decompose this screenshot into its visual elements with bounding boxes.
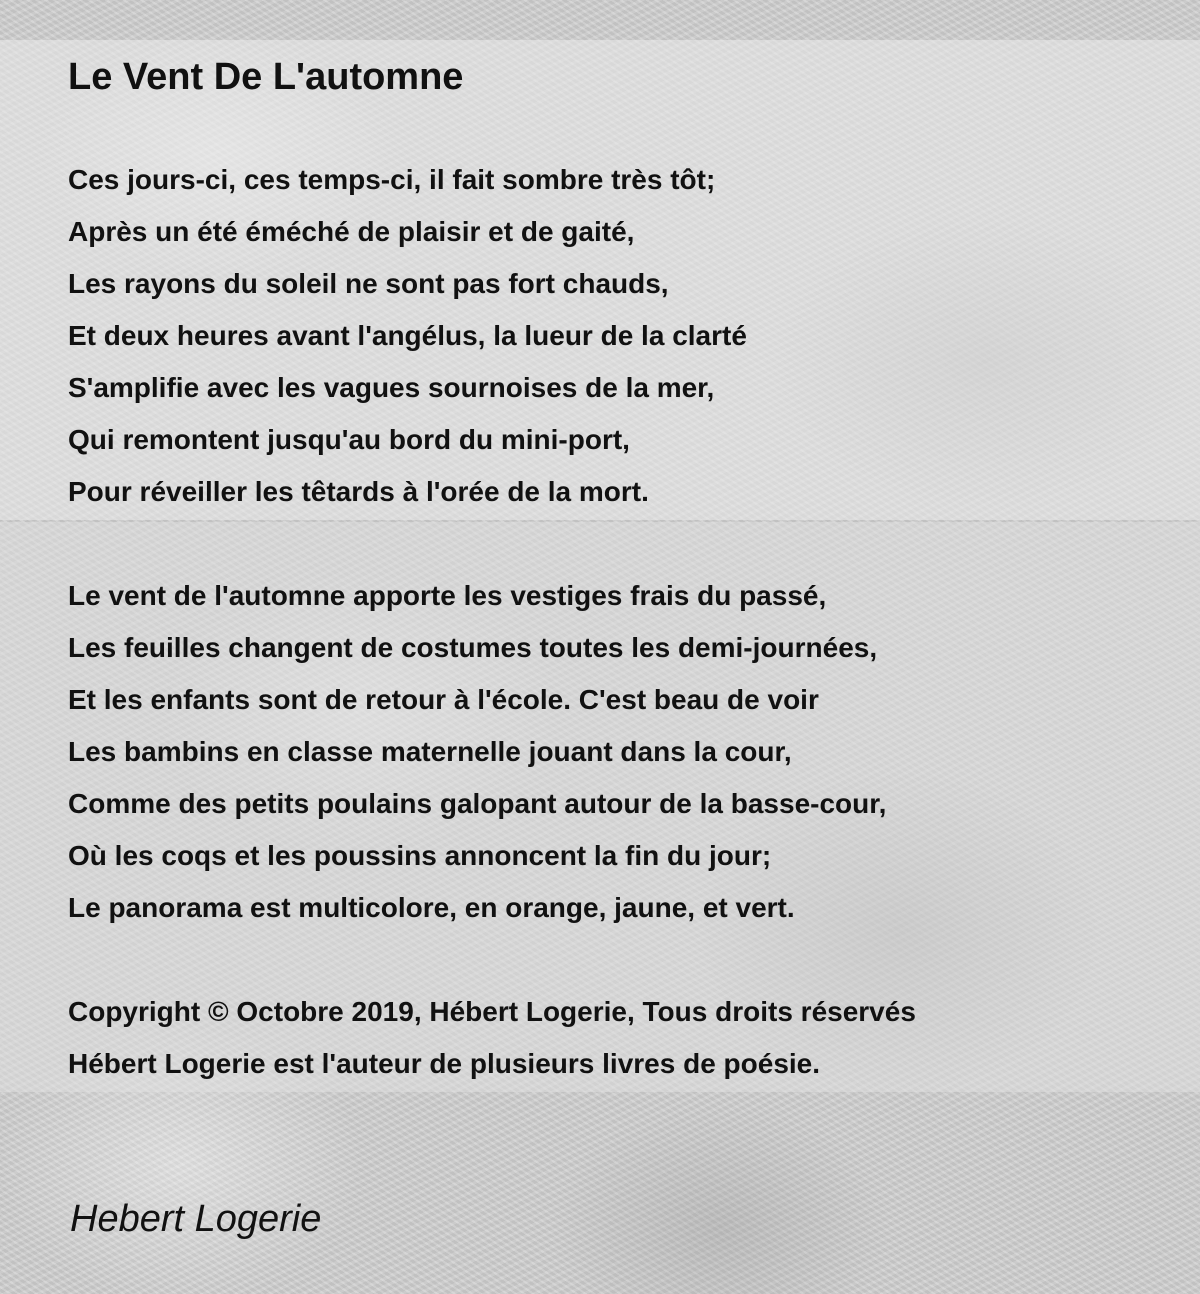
copyright-notice <box>68 986 916 1090</box>
poem-line: Le panorama est multicolore, en orange, jaune, et vert. <box>68 892 795 923</box>
poem-line: Et les enfants sont de retour à l'école. C'est beau de voir <box>68 684 819 715</box>
poem-line: Qui remontent jusqu'au bord du mini-port, <box>68 424 630 455</box>
stanza-1 <box>68 154 747 518</box>
poem-line: Pour réveiller les têtards à l'orée de la mort. <box>68 476 649 507</box>
poem-title: Le Vent De L'automne <box>68 56 464 98</box>
poem-line: Ces jours-ci, ces temps-ci, il fait sombre très tôt; <box>68 164 716 195</box>
poem-line: S'amplifie avec les vagues sournoises de la mer, <box>68 372 715 403</box>
poem-line: Et deux heures avant l'angélus, la lueur de la clarté <box>68 320 747 351</box>
poem-line: Les feuilles changent de costumes toutes les demi-journées, <box>68 632 878 663</box>
poem-line: Les rayons du soleil ne sont pas fort chauds, <box>68 268 669 299</box>
poem-line: Les bambins en classe maternelle jouant dans la cour, <box>68 736 792 767</box>
stanza-2 <box>68 570 886 934</box>
poem-line: Comme des petits poulains galopant autour de la basse-cour, <box>68 788 887 819</box>
poem-line: Le vent de l'automne apporte les vestiges frais du passé, <box>68 580 827 611</box>
author-bio-line: Hébert Logerie est l'auteur de plusieurs livres de poésie. <box>68 1048 821 1079</box>
poem-line: Où les coqs et les poussins annoncent la fin du jour; <box>68 840 772 871</box>
author-signature: Hebert Logerie <box>70 1198 322 1240</box>
copyright-line: Copyright © Octobre 2019, Hébert Logerie, Tous droits réservés <box>68 996 916 1027</box>
poem-line: Après un été éméché de plaisir et de gaité, <box>68 216 635 247</box>
